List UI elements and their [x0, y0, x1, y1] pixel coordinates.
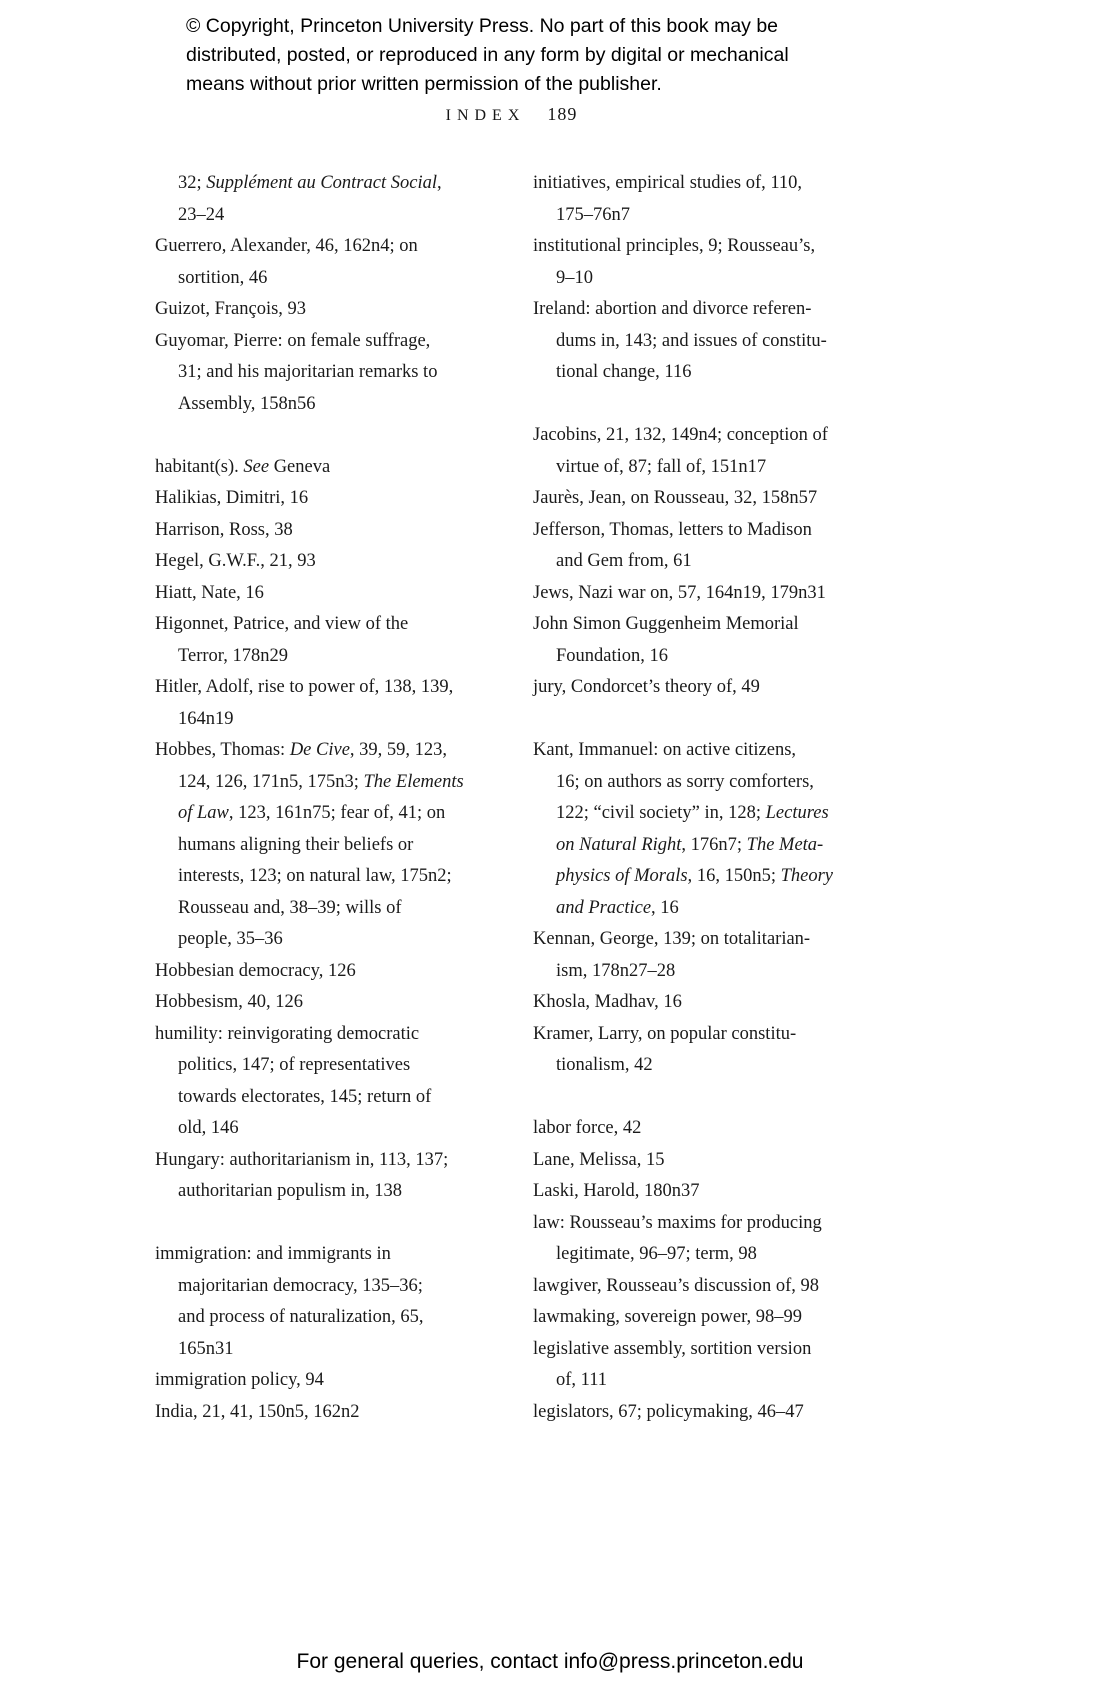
text-run: 124, 126, 171n5, 175n3; — [178, 771, 364, 792]
index-line — [556, 452, 903, 484]
index-line — [533, 924, 903, 956]
index-line — [556, 767, 903, 799]
index-line — [533, 168, 903, 200]
text-run: Lane, Melissa, 15 — [533, 1149, 665, 1170]
text-run: interests, 123; on natural law, 175n2; — [178, 866, 452, 886]
italic-text-run: Supplément au Contract Social — [206, 173, 437, 193]
text-run: Hobbes, Thomas: — [155, 740, 290, 760]
copyright-notice — [186, 12, 946, 99]
index-line — [155, 1365, 525, 1397]
index-entry — [155, 168, 525, 231]
index-line — [556, 546, 903, 578]
index-line — [533, 1019, 903, 1051]
index-entry — [533, 515, 903, 578]
index-line — [533, 515, 903, 547]
index-line — [533, 1113, 903, 1145]
text-run: lawgiver, Rousseau’s discussion of, 98 — [533, 1275, 819, 1296]
text-run: Khosla, Madhav, 16 — [533, 992, 682, 1012]
index-entry — [533, 578, 903, 610]
group-gap — [533, 389, 903, 421]
index-line — [533, 987, 903, 1019]
text-run: ism, 178n27–28 — [556, 960, 676, 981]
text-run: and Gem from, 61 — [556, 551, 692, 571]
index-line — [178, 357, 525, 389]
index-entry — [155, 956, 525, 988]
text-run: initiatives, empirical studies of, 110, — [533, 173, 803, 193]
index-line — [556, 641, 903, 673]
text-run: Guerrero, Alexander, 46, 162n4; on — [155, 236, 418, 256]
index-entry — [533, 483, 903, 515]
italic-text-run: See — [243, 456, 270, 477]
text-run: , 123, 161n75; fear of, 41; on — [228, 803, 446, 823]
index-entry — [533, 1113, 903, 1145]
text-run: 23–24 — [178, 204, 225, 225]
index-line — [556, 326, 903, 358]
group-gap — [155, 420, 525, 452]
text-run: , 176n7; — [681, 834, 747, 855]
index-line — [178, 861, 525, 893]
index-line — [155, 987, 525, 1019]
index-entry — [533, 1302, 903, 1334]
index-line — [533, 294, 903, 326]
index-column-left — [155, 168, 525, 1428]
index-line — [155, 672, 525, 704]
index-line — [556, 956, 903, 988]
index-entry — [533, 1208, 903, 1271]
text-run: legislators, 67; policymaking, 46–47 — [533, 1401, 804, 1422]
index-line — [533, 1302, 903, 1334]
text-run: tionalism, 42 — [556, 1055, 653, 1075]
index-line — [178, 1302, 525, 1334]
index-entry — [533, 1145, 903, 1177]
index-line — [533, 1145, 903, 1177]
text-run: majoritarian democracy, 135–36; — [178, 1275, 423, 1296]
text-run: sortition, 46 — [178, 267, 268, 288]
text-run: humans aligning their beliefs or — [178, 834, 414, 855]
index-line — [155, 956, 525, 988]
text-run: habitant(s). — [155, 456, 244, 477]
index-entry — [533, 168, 903, 231]
text-run: humility: reinvigorating democratic — [155, 1023, 420, 1044]
index-line — [533, 1397, 903, 1429]
footer-contact: For general queries, contact info@press.princeton.edu — [296, 1650, 804, 1673]
index-entry — [155, 1365, 525, 1397]
italic-text-run: physics of Morals, — [556, 866, 693, 886]
text-run: immigration: and immigrants in — [155, 1244, 391, 1264]
text-run: , 16 — [651, 897, 679, 918]
index-line — [556, 200, 903, 232]
index-line — [178, 1271, 525, 1303]
text-run: lawmaking, sovereign power, 98–99 — [533, 1307, 802, 1327]
text-run: Assembly, 158n56 — [178, 393, 316, 414]
index-column-right — [533, 168, 903, 1428]
text-run: Harrison, Ross, 38 — [155, 519, 293, 540]
index-entry — [533, 231, 903, 294]
text-run: 32; — [178, 173, 207, 193]
text-run: 175–76n7 — [556, 204, 630, 225]
index-line — [155, 1397, 525, 1429]
index-entry — [155, 735, 525, 956]
text-run: John Simon Guggenheim Memorial — [533, 614, 799, 634]
index-line — [556, 357, 903, 389]
text-run: Geneva — [269, 456, 331, 477]
index-entry — [533, 987, 903, 1019]
text-run: Jefferson, Thomas, letters to Madison — [533, 519, 812, 540]
text-run: , — [436, 173, 442, 193]
text-run: people, 35–36 — [178, 929, 283, 949]
index-line — [533, 1271, 903, 1303]
text-run: 16; on authors as sorry comforters, — [556, 771, 814, 792]
text-run: legislative assembly, sortition version — [533, 1338, 812, 1359]
index-line — [178, 767, 525, 799]
index-line — [178, 1334, 525, 1366]
text-run: dums in, 143; and issues of constitu- — [556, 330, 827, 351]
index-entry — [155, 609, 525, 672]
index-line — [155, 483, 525, 515]
text-run: jury, Condorcet’s theory of, 49 — [533, 677, 760, 697]
index-line — [155, 294, 525, 326]
index-line — [155, 735, 525, 767]
index-line — [533, 1334, 903, 1366]
index-line — [556, 798, 903, 830]
copyright-line: means without prior written permission of the publisher. — [186, 73, 662, 95]
index-line — [155, 452, 525, 484]
index-line — [178, 263, 525, 295]
group-gap — [533, 1082, 903, 1114]
index-line — [178, 389, 525, 421]
italic-text-run: The Elements — [363, 771, 464, 792]
text-run: virtue of, 87; fall of, 151n17 — [556, 456, 767, 477]
italic-text-run: of Law — [178, 803, 229, 823]
index-entry — [155, 326, 525, 421]
text-run: 16, 150n5; — [692, 866, 781, 886]
index-line — [533, 609, 903, 641]
italic-text-run: and Practice — [556, 897, 652, 918]
text-run: authoritarian populism in, 138 — [178, 1181, 403, 1201]
index-entry — [155, 578, 525, 610]
page-header — [155, 104, 868, 125]
text-run: 122; “civil society” in, 128; — [556, 803, 766, 823]
index-entry — [155, 546, 525, 578]
italic-text-run: Theory — [780, 866, 833, 886]
text-run: of, 111 — [556, 1370, 608, 1390]
index-entry — [155, 294, 525, 326]
index-line — [533, 578, 903, 610]
text-run: 31; and his majoritarian remarks to — [178, 362, 438, 382]
index-line — [155, 1145, 525, 1177]
index-entry — [155, 1019, 525, 1145]
index-entry — [155, 1145, 525, 1208]
index-entry — [155, 515, 525, 547]
text-run: Terror, 178n29 — [178, 645, 288, 666]
index-line — [155, 609, 525, 641]
text-run: Hobbesian democracy, 126 — [155, 960, 356, 981]
index-line — [178, 830, 525, 862]
index-entry — [533, 1334, 903, 1397]
index-entry — [533, 1397, 903, 1429]
index-entry — [155, 231, 525, 294]
italic-text-run: Lectures — [765, 803, 829, 823]
text-run: Jaurès, Jean, on Rousseau, 32, 158n57 — [533, 488, 818, 508]
index-line — [178, 704, 525, 736]
index-line — [556, 1365, 903, 1397]
text-run: old, 146 — [178, 1118, 239, 1138]
group-gap — [155, 1208, 525, 1240]
text-run: India, 21, 41, 150n5, 162n2 — [155, 1401, 360, 1422]
index-line — [178, 1176, 525, 1208]
index-entry — [155, 483, 525, 515]
text-run: Laski, Harold, 180n37 — [533, 1181, 700, 1201]
index-line — [178, 1082, 525, 1114]
index-line — [533, 420, 903, 452]
index-entry — [155, 1397, 525, 1429]
index-line — [556, 893, 903, 925]
text-run: Hungary: authoritarianism in, 113, 137; — [155, 1149, 449, 1170]
text-run: Ireland: abortion and divorce referen- — [533, 299, 812, 319]
index-line — [155, 515, 525, 547]
text-run: Rousseau and, 38–39; wills of — [178, 897, 402, 918]
index-line — [533, 735, 903, 767]
index-entry — [533, 735, 903, 924]
text-run: Halikias, Dimitri, 16 — [155, 488, 309, 508]
text-run: and process of naturalization, 65, — [178, 1307, 424, 1327]
text-run: Kennan, George, 139; on totalitarian- — [533, 929, 811, 949]
index-line — [556, 861, 903, 893]
italic-text-run: De Cive — [289, 740, 350, 760]
text-run: legitimate, 96–97; term, 98 — [556, 1244, 757, 1264]
index-line — [155, 1239, 525, 1271]
text-run: immigration policy, 94 — [155, 1370, 324, 1390]
text-run: Hiatt, Nate, 16 — [155, 582, 264, 603]
text-run: , 39, 59, 123, — [349, 740, 448, 760]
italic-text-run: on Natural Right — [556, 834, 682, 855]
text-run: Guizot, François, 93 — [155, 299, 307, 319]
text-run: institutional principles, 9; Rousseau’s, — [533, 236, 816, 256]
copyright-line: distributed, posted, or reproduced in any form by digital or mechanical — [186, 44, 789, 66]
text-run: Jews, Nazi war on, 57, 164n19, 179n31 — [533, 582, 826, 603]
text-run: labor force, 42 — [533, 1118, 642, 1138]
index-entry — [155, 987, 525, 1019]
index-entry — [533, 609, 903, 672]
index-line — [155, 578, 525, 610]
index-line — [178, 168, 525, 200]
index-line — [533, 1176, 903, 1208]
index-entry — [533, 294, 903, 389]
index-entry — [533, 1176, 903, 1208]
text-run: tional change, 116 — [556, 362, 692, 382]
text-run: Hobbesism, 40, 126 — [155, 992, 303, 1012]
index-line — [155, 231, 525, 263]
text-run: Hegel, G.W.F., 21, 93 — [155, 551, 316, 571]
index-line — [178, 200, 525, 232]
text-run: 165n31 — [178, 1338, 234, 1359]
copyright-line: © Copyright, Princeton University Press. No part of this book may be — [186, 15, 779, 37]
text-run: Foundation, 16 — [556, 645, 669, 666]
text-run: politics, 147; of representatives — [178, 1055, 411, 1075]
index-line — [178, 641, 525, 673]
index-line — [533, 231, 903, 263]
index-line — [556, 1050, 903, 1082]
index-entry — [533, 924, 903, 987]
page-number: 189 — [547, 104, 578, 124]
index-line — [178, 924, 525, 956]
text-run: Jacobins, 21, 132, 149n4; conception of — [533, 425, 828, 445]
index-line — [533, 672, 903, 704]
index-line — [556, 1239, 903, 1271]
index-line — [155, 546, 525, 578]
index-entry — [533, 1019, 903, 1082]
index-line — [533, 483, 903, 515]
index-line — [178, 798, 525, 830]
index-line — [155, 326, 525, 358]
index-line — [155, 1019, 525, 1051]
text-run: Guyomar, Pierre: on female suffrage, — [155, 330, 431, 351]
text-run: Kant, Immanuel: on active citizens, — [533, 740, 797, 760]
text-run: 164n19 — [178, 708, 234, 729]
index-entry — [155, 1239, 525, 1365]
group-gap — [533, 704, 903, 736]
text-run: Kramer, Larry, on popular constitu- — [533, 1023, 797, 1044]
text-run: towards electorates, 145; return of — [178, 1086, 432, 1107]
index-line — [533, 1208, 903, 1240]
text-run: 9–10 — [556, 267, 593, 288]
index-line — [556, 263, 903, 295]
text-run: Hitler, Adolf, rise to power of, 138, 139, — [155, 677, 454, 697]
index-entry — [533, 420, 903, 483]
index-line — [556, 830, 903, 862]
italic-text-run: The Meta- — [746, 834, 824, 855]
index-line — [178, 1113, 525, 1145]
index-line — [178, 1050, 525, 1082]
index-title: INDEX — [445, 107, 526, 124]
index-line — [178, 893, 525, 925]
text-run: Higonnet, Patrice, and view of the — [155, 614, 409, 634]
index-entry — [533, 1271, 903, 1303]
index-entry — [155, 672, 525, 735]
text-run: law: Rousseau’s maxims for producing — [533, 1212, 822, 1233]
index-entry — [533, 672, 903, 704]
index-entry — [155, 452, 525, 484]
